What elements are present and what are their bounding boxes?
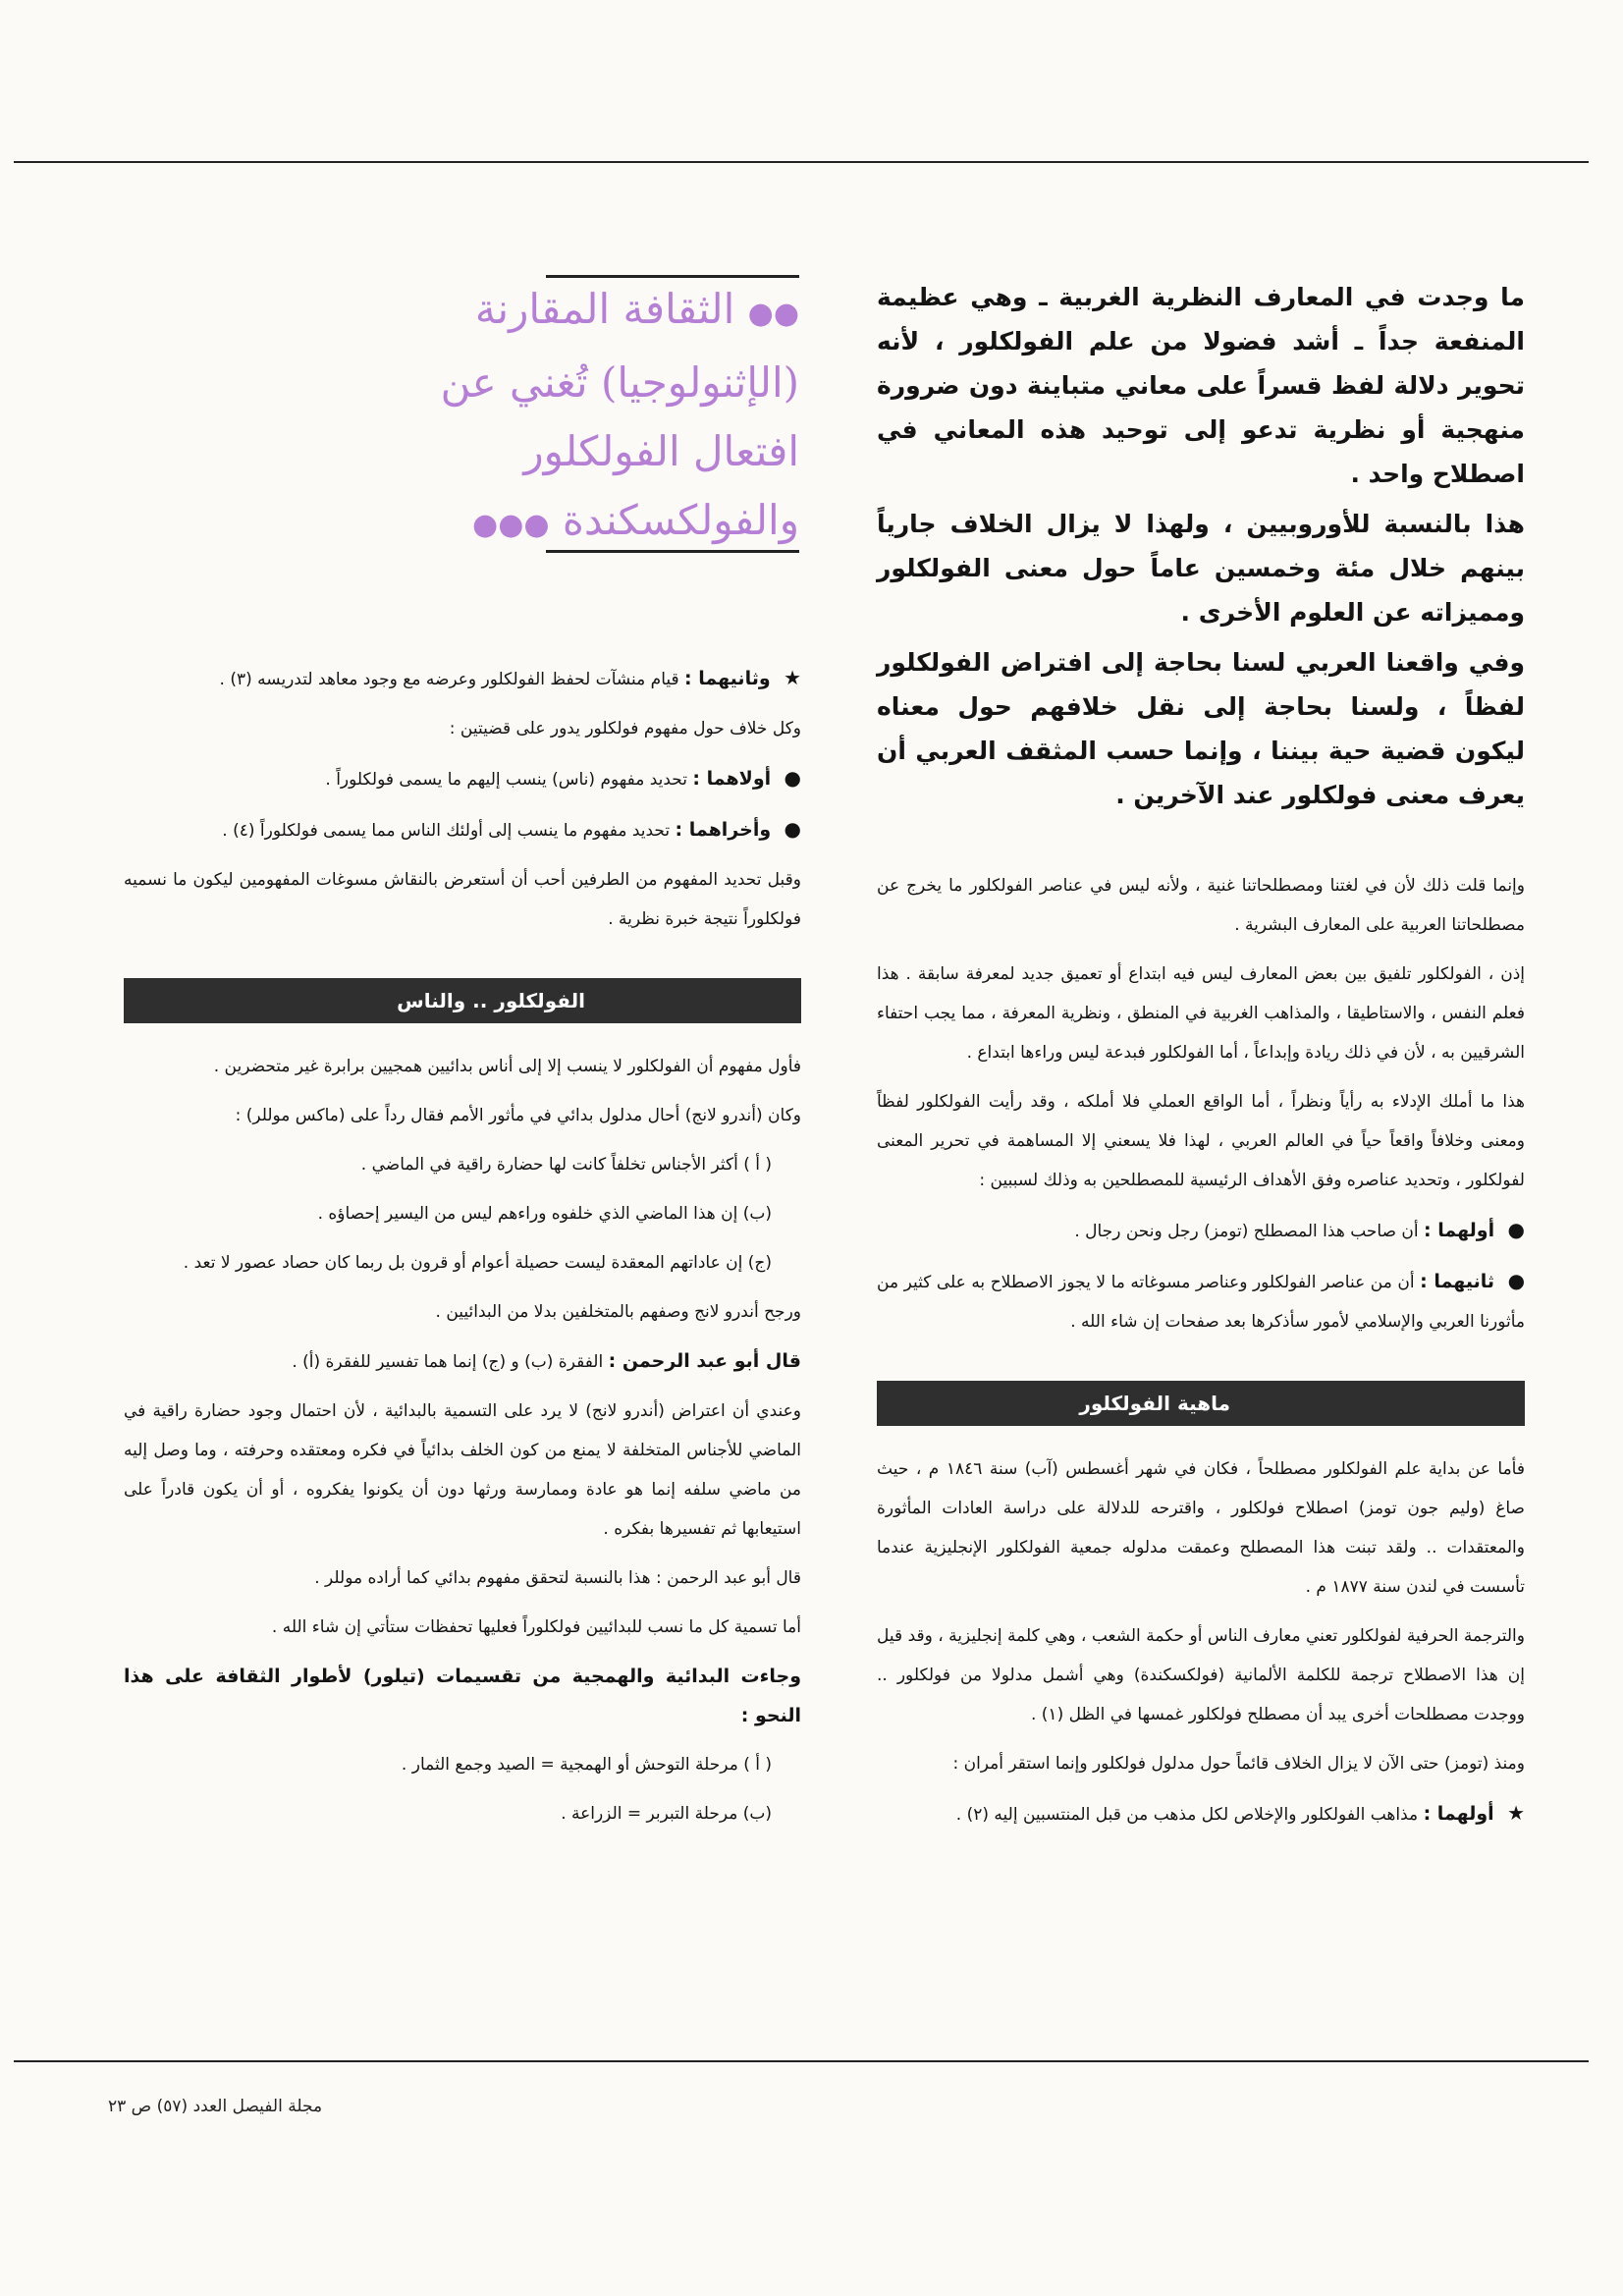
page-footer: مجلة الفيصل العدد (٥٧) ص ٢٣ [108, 2097, 323, 2116]
star-icon: ★ [784, 666, 801, 689]
list-point: (ج) إن عاداتهم المعقدة ليست حصيلة أعوام أو قرون بل ربما كان حصاد عصور لا تعد . [183, 1253, 772, 1273]
body-paragraph: إذن ، الفولكلور تلفيق بين بعض المعارف ليس فيه ابتداع أو تعميق جديد لمعرفة سابقة . هذا فعلم النفس ، والاستاطيقا ، والمذاهب الغربية في المنطق ، ونظرية المعرفة ، مما يجب احتفاء الشرقيين به ، لأن في ذلك ريادة وإبداعاً ، أما الفولكلور فبدعة ليس وراءها ابتداع . [877, 964, 1525, 1063]
section-heading: الفولكلور .. والناس [124, 978, 801, 1023]
second-item: ★ وثانيهما : قيام منشآت لحفظ الفولكلور وعرضه مع وجود معاهد لتدريسه (٣) . [124, 658, 801, 699]
list-point: (ب) إن هذا الماضي الذي خلفوه وراءهم ليس من اليسير إحصاؤه . [317, 1204, 772, 1224]
body-paragraph: وكل خلاف حول مفهوم فولكلور يدور على قضيتين : [449, 719, 801, 738]
body-paragraph: أما تسمية كل ما نسب للبدائيين فولكلوراً فعليها تحفظات ستأتي إن شاء الله . [271, 1617, 801, 1637]
pull-quote-line-4: والفولكسكندة ●●● [472, 496, 799, 544]
body-paragraph: قال أبو عبد الرحمن : هذا بالنسبة لتحقق مفهوم بدائي كما أراده موللر . [314, 1568, 801, 1588]
body-paragraph: والترجمة الحرفية لفولكلور تعني معارف الناس أو حكمة الشعب ، وهي كلمة إنجليزية ، وقد قيل إن هذا الاصطلاح ترجمة للكلمة الألمانية (فولكسكندة) وهي أشمل مدلولا من فولكلور .. ووجدت مصطلحات أخرى يبد أن مصطلح فولكلور غمسها في الظل (١) . [877, 1626, 1525, 1724]
list-point: ( أ ) أكثر الأجناس تخلفاً كانت لها حضارة راقية في الماضي . [360, 1155, 772, 1175]
list-point: (ب) مرحلة التبربر = الزراعة . [561, 1804, 772, 1824]
pull-quote-line-3: افتعال الفولكلور [523, 427, 799, 475]
pull-quote-dots-start: ●● [747, 297, 799, 331]
bullet-icon: ● [784, 766, 801, 790]
body-paragraph: هذا ما أملك الإدلاء به رأياً ونظراً ، أما الواقع العملي فلا أملكه ، وقد رأيت الفولكلور لفظاً ومعنى وخلافاً واقعاً حياً في العالم العربي ، لهذا فلا يسعني إلا المساهمة في تحرير المعنى لفولكلور ، وتحديد عناصره وفق الأهداف الرئيسية للمصطلحين به وذلك لسببين : [877, 1092, 1525, 1190]
top-rule [14, 161, 1589, 163]
lead-paragraph: هذا بالنسبة للأوروبيين ، ولهذا لا يزال الخلاف جارياً بينهم خلال مئة وخمسين عاماً حول معنى الفولكلور ومميزاته عن العلوم الأخرى . [877, 510, 1525, 627]
body-paragraph: وجاءت البدائية والهمجية من تقسيمات (تيلور) لأطوار الثقافة على هذا النحو : [124, 1666, 801, 1726]
lead-paragraph: ما وجدت في المعارف النظرية الغربية ـ وهي عظيمة المنفعة جداً ـ أشد فضولا من علم الفولكلور ، لأنه تحوير دلالة لفظ قسراً على معاني متباينة دون ضرورة منهجية أو نظرية تدعو إلى توحيد هذه المعاني في اصطلاح واحد . [877, 283, 1525, 488]
body-paragraph: ومنذ (تومز) حتى الآن لا يزال الخلاف قائماً حول مدلول فولكلور وإنما استقر أمران : [952, 1754, 1525, 1774]
pull-quote-line-2: (الإثنولوجيا) تُغني عن [440, 358, 799, 407]
star-icon: ★ [1507, 1801, 1525, 1825]
section-heading: ماهية الفولكلور [877, 1381, 1525, 1426]
bottom-rule [14, 2060, 1589, 2062]
pull-quote-dots-end: ●●● [472, 508, 550, 542]
body-paragraph: وإنما قلت ذلك لأن في لغتنا ومصطلحاتنا غنية ، ولأنه ليس في عناصر الفولكلور ما يخرج عن مصطلحاتنا العربية على المعارف البشرية . [877, 876, 1525, 935]
body-paragraph: ورجح أندرو لانج وصفهم بالمتخلفين بدلا من البدائيين . [435, 1302, 801, 1322]
pull-quote-line-1: ●● الثقافة المقارنة [474, 285, 799, 333]
left-column [124, 658, 801, 1843]
lead-paragraphs [877, 275, 1525, 817]
issue-item: ● وأخراهما : تحديد مفهوم ما ينسب إلى أولئك الناس مما يسمى فولكلوراً (٤) . [124, 809, 801, 850]
lead-paragraph: وفي واقعنا العربي لسنا بحاجة إلى افتراض الفولكلور لفظاً ، ولسنا بحاجة إلى نقل خلافهم حول معناه ليكون قضية حية بيننا ، وإنما حسب المثقف العربي أن يعرف معنى فولكلور عند الآخرين . [877, 648, 1525, 809]
bullet-icon: ● [784, 817, 801, 841]
body-paragraph: وكان (أندرو لانج) أحال مدلول بدائي في مأثور الأمم فقال رداً على (ماكس موللر) : [235, 1106, 801, 1125]
body-paragraph: وقبل تحديد المفهوم من الطرفين أحب أن أستعرض بالنقاش مسوغات المفهومين ليكون ما نسميه فولكلوراً نتيجة خبرة نظرية . [124, 870, 801, 929]
body-text [877, 866, 1525, 1834]
final-item: ★ أولهما : مذاهب الفولكلور والإخلاص لكل مذهب من قبل المنتسبين إليه (٢) . [877, 1793, 1525, 1834]
right-column [877, 275, 1525, 1844]
bullet-icon: ● [1507, 1269, 1526, 1292]
reason-item: ● ثانيهما : أن من عناصر الفولكلور وعناصر مسوغاته ما لا يجوز الاصطلاح به على كثير من مأثورنا العربي والإسلامي لأمور سأذكرها بعد صفحات إن شاء الله . [877, 1261, 1525, 1341]
issue-item: ● أولاهما : تحديد مفهوم (ناس) ينسب إليهم ما يسمى فولكلوراً . [124, 758, 801, 799]
callout-frame-bottom [546, 550, 799, 553]
pull-quote [440, 275, 799, 558]
list-point: ( أ ) مرحلة التوحش أو الهمجية = الصيد وجمع الثمار . [401, 1755, 772, 1775]
body-paragraph: فأول مفهوم أن الفولكلور لا ينسب إلا إلى أناس بدائيين همجيين برابرة غير متحضرين . [213, 1057, 801, 1076]
body-paragraph: وعندي أن اعتراض (أندرو لانج) لا يرد على التسمية بالبدائية ، لأن احتمال وجود حضارة راقية في الماضي للأجناس المتخلفة لا يمنع من كون الخلف بدائياً في فكره ومعتقده وحرفته ، وما وصل إليه من ماضي سلفه إنما هو عادة وممارسة ورثها دون أن يكونوا يفكروه ، أو أن يكون قادراً على استيعابها ثم تفسيرها بفكره . [124, 1401, 801, 1539]
body-paragraph: فأما عن بداية علم الفولكلور مصطلحاً ، فكان في شهر أغسطس (آب) سنة ١٨٤٦ م ، حيث صاغ (وليم جون تومز) اصطلاح فولكلور ، واقترحه للدلالة على دراسة العادات المأثورة والمعتقدات .. ولقد تبنت هذا المصطلح وعمقت مدلوله جمعية الفولكلور الإنجليزية عندما تأسست في لندن سنة ١٨٧٧ م . [877, 1459, 1525, 1597]
reason-item: ● أولهما : أن صاحب هذا المصطلح (تومز) رجل ونحن رجال . [877, 1210, 1525, 1251]
author-remark: قال أبو عبد الرحمن : الفقرة (ب) و (ج) إنما هما تفسير للفقرة (أ) . [292, 1350, 801, 1372]
bullet-icon: ● [1507, 1218, 1525, 1241]
